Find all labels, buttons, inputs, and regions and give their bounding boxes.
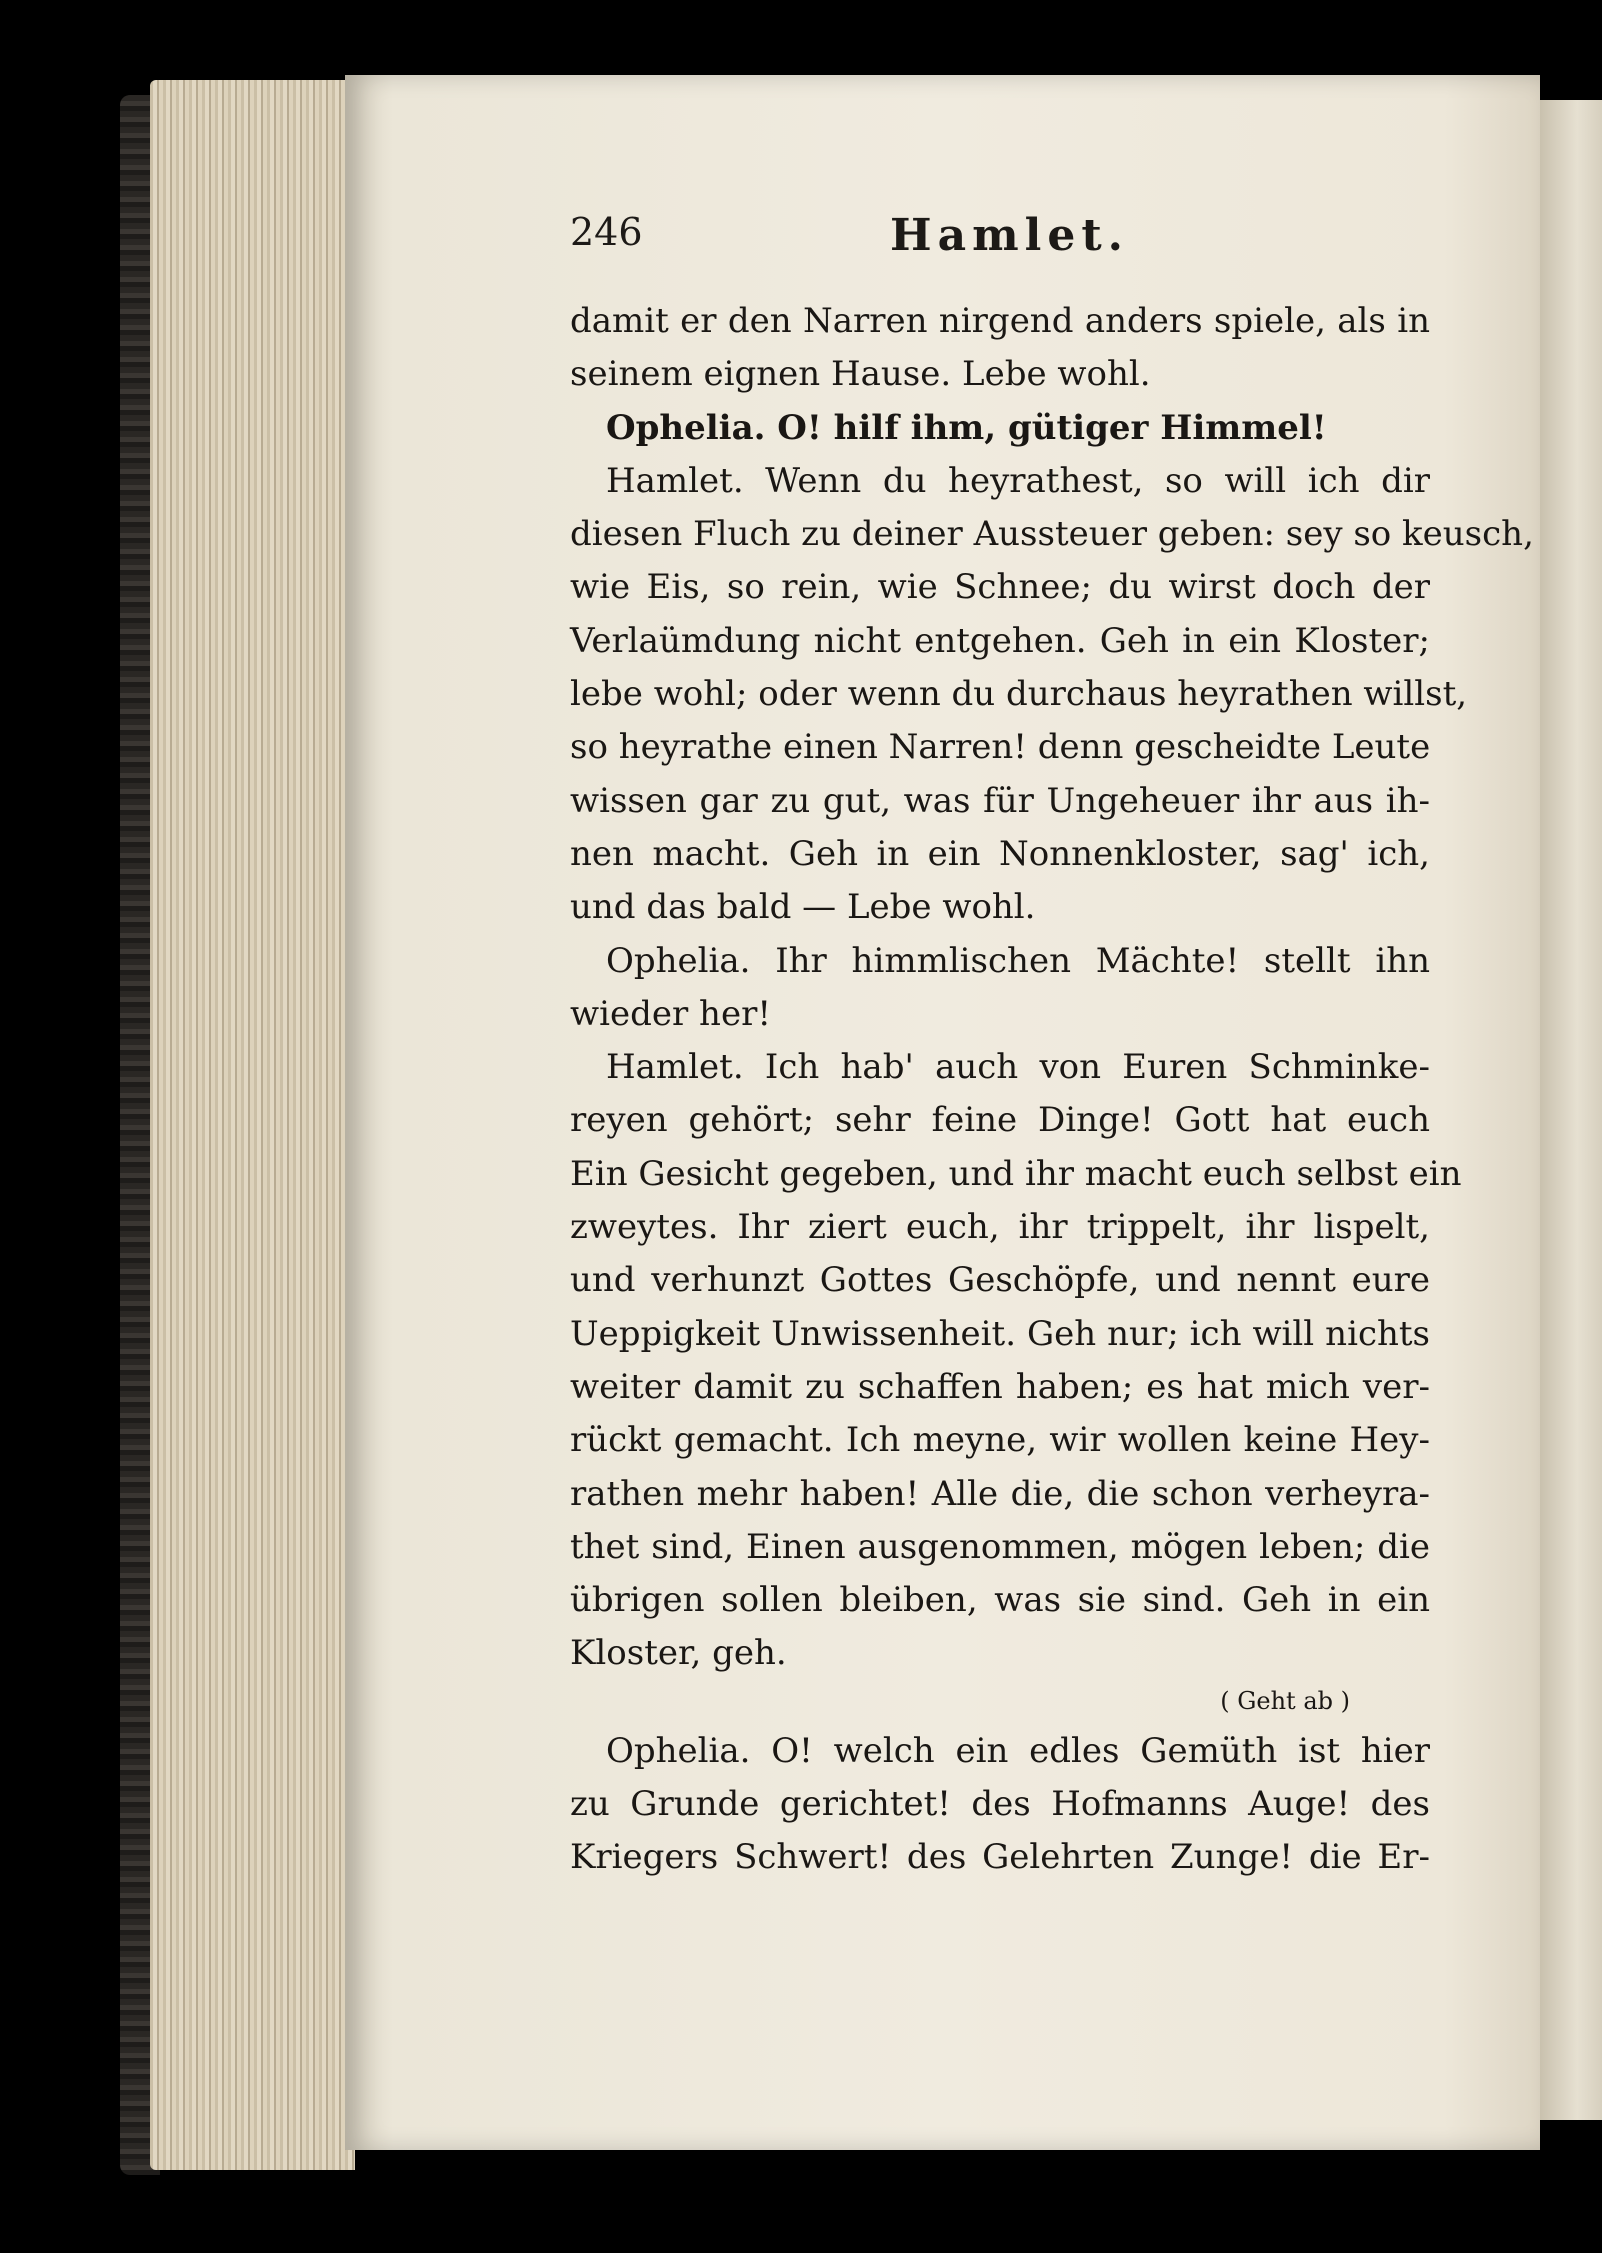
text-line: seinem eignen Hause. Lebe wohl. xyxy=(570,354,1151,395)
text-line: nen macht. Geh in ein Nonnenkloster, sag' ich, xyxy=(570,833,1430,874)
text-line: Ophelia. Ihr himmlischen Mächte! stellt ihn xyxy=(606,940,1430,981)
text-line: Ophelia. O! hilf ihm, gütiger Himmel! xyxy=(606,407,1327,448)
text-line: diesen Fluch zu deiner Aussteuer geben: sey so keusch, xyxy=(570,514,1534,555)
text-line: thet sind, Einen ausgenommen, mögen leben; die xyxy=(570,1526,1430,1567)
text-line: Hamlet. Ich hab' auch von Euren Schminke- xyxy=(606,1047,1430,1088)
text-line: zweytes. Ihr ziert euch, ihr trippelt, ihr lispelt, xyxy=(570,1207,1430,1248)
text-line: rathen mehr haben! Alle die, die schon verheyra- xyxy=(570,1473,1430,1514)
facing-page-edge xyxy=(1540,100,1602,2120)
text-line: wieder her! xyxy=(570,993,771,1034)
text-line: reyen gehört; sehr feine Dinge! Gott hat euch xyxy=(570,1100,1430,1141)
text-line: Kriegers Schwert! des Gelehrten Zunge! die Er- xyxy=(570,1837,1430,1878)
page-number: 246 xyxy=(570,210,643,254)
text-line: wissen gar zu gut, was für Ungeheuer ihr aus ih- xyxy=(570,780,1430,821)
text-line: lebe wohl; oder wenn du durchaus heyrathen willst, xyxy=(570,674,1468,715)
text-line: und verhunzt Gottes Geschöpfe, und nennt eure xyxy=(570,1260,1430,1301)
text-line: Ueppigkeit Unwissenheit. Geh nur; ich will nichts xyxy=(570,1313,1430,1354)
page-stack-edge xyxy=(150,80,355,2170)
page-text xyxy=(570,295,1534,1885)
text-line: übrigen sollen bleiben, was sie sind. Geh in ein xyxy=(570,1580,1430,1621)
text-line: Verlaümdung nicht entgehen. Geh in ein Kloster; xyxy=(570,620,1430,661)
text-line: und das bald — Lebe wohl. xyxy=(570,887,1036,928)
text-line: weiter damit zu schaffen haben; es hat mich ver- xyxy=(570,1366,1430,1407)
running-title: Hamlet. xyxy=(890,210,1129,261)
text-line: damit er den Narren nirgend anders spiele, als in xyxy=(570,301,1430,341)
text-line: Kloster, geh. xyxy=(570,1633,787,1674)
stage-direction: ( Geht ab ) xyxy=(1220,1686,1350,1715)
text-line: Ophelia. O! welch ein edles Gemüth ist hier xyxy=(606,1730,1430,1771)
page-header xyxy=(570,210,1130,280)
text-line: rückt gemacht. Ich meyne, wir wollen keine Hey- xyxy=(570,1420,1430,1461)
text-line: so heyrathe einen Narren! denn gescheidte Leute xyxy=(570,727,1431,768)
text-line: Hamlet. Wenn du heyrathest, so will ich dir xyxy=(606,460,1430,501)
text-line: wie Eis, so rein, wie Schnee; du wirst doch der xyxy=(570,567,1430,608)
text-line: Ein Gesicht gegeben, und ihr macht euch selbst ein xyxy=(570,1153,1462,1194)
text-line: zu Grunde gerichtet! des Hofmanns Auge! des xyxy=(570,1784,1430,1825)
